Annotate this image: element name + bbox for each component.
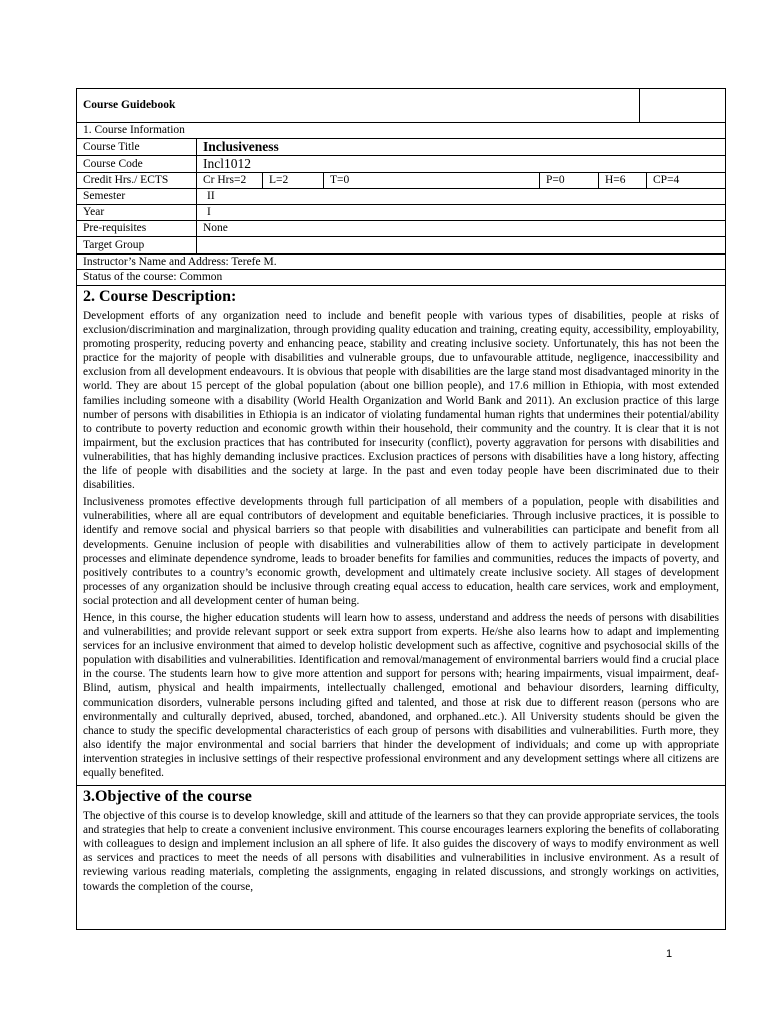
title-blank-cell: [639, 89, 726, 122]
prerequisites-value: None: [196, 221, 725, 236]
guidebook-title: Course Guidebook: [83, 99, 176, 111]
course-objective-heading: 3.Objective of the course: [83, 788, 252, 806]
lecture-hours-value: L=2: [262, 173, 323, 188]
instructor-row: [77, 254, 725, 270]
course-title-value: Inclusiveness: [196, 139, 725, 155]
course-title-label: Course Title: [83, 141, 140, 153]
credit-label: Credit Hrs./ ECTS: [83, 174, 169, 186]
target-group-label: Target Group: [83, 239, 145, 251]
prerequisites-row: [77, 221, 725, 237]
course-objective-section: [77, 786, 725, 894]
instructor-info: Instructor’s Name and Address: Terefe M.: [83, 256, 277, 268]
course-code-row: [77, 156, 725, 173]
course-status-row: [77, 270, 725, 286]
year-label: Year: [83, 206, 105, 218]
home-study-hours-value: H=6: [598, 173, 646, 188]
course-description-heading: 2. Course Description:: [83, 288, 237, 305]
course-guidebook-table: [76, 88, 726, 930]
course-status: Status of the course: Common: [83, 271, 223, 283]
course-title-row: [77, 139, 725, 156]
year-value: I: [196, 205, 725, 220]
year-row: [77, 205, 725, 221]
course-information-label: 1. Course Information: [83, 124, 185, 136]
semester-label: Semester: [83, 190, 126, 202]
target-group-value: [196, 237, 725, 253]
title-row: [77, 89, 725, 123]
description-paragraph-2: Inclusiveness promotes effective developments through full participation of all members of a population, people with disabilities and vulnerabilities, where all are equal contributors of development and equitable beneficiaries. Through inclusive practices, it is possible to identify and remove social and physical barriers so that people with disabilities and vulnerabilities can participate and benefit from all developments. Genuine inclusion of people with disabilities and vulnerabilities allow of them to actively participate in development processes and eliminate dependence syndrome, leads to broader benefits for families and communities, reduces the impacts of poverty, and positively contributes to a country’s economic growth, development and ultimately create inclusive society. All stages of development processes of any organization should be inclusive through creating equal access to education, health care services, work and employment, social protection and all development center of human being.: [83, 496, 719, 607]
cr-hrs-value: Cr Hrs=2: [196, 173, 262, 188]
course-description-section: [77, 286, 725, 786]
description-paragraph-3: Hence, in this course, the higher education students will learn how to assess, understand and address the needs of persons with disabilities and vulnerabilities; and provide relevant support or seek extra support from experts. He/she also learns how to adapt and implementing services for an inclusive environment that aimed to develop holistic development such as affective, cognitive and psychosocial skills of the population with disabilities and vulnerabilities. Identification and removal/management of environmental barriers would find a crucial place in the course. The students learn how to give more attention and support for persons with; hearing impairments, visual impairment, deaf-Blind, autism, physical and health impairments, intellectually challenged, emotional and behaviour disorders, learning difficulty, communication disorders, vulnerable persons including gifted and talented, and those at risk due to different reason (persons who are environmentally and culturally deprived, abused, torched, abandoned, and orphaned..etc.). All University students should be given the chance to study the specific developmental characteristics of each group of persons with disabilities and vulnerabilities. Furth more, they also identify the major environmental and social barriers that hinder the development of individuals; and come up with appropriate intervention strategies in inclusive settings of their respective professional environment and any development settings where all citizens are equally benefited.: [83, 611, 719, 779]
practical-hours-value: P=0: [539, 173, 598, 188]
course-information-row: [77, 123, 725, 139]
semester-value: II: [196, 189, 725, 204]
target-group-row: [77, 237, 725, 254]
objective-paragraph-1: The objective of this course is to develop knowledge, skill and attitude of the learners so that they can provide appropriate services, the tools and strategies that help to create a convenient inclusive environment. This course encourages learners exploring the benefits of collaborating with colleagues to design and implement inclusion an all sphere of life. It also guides the discovery of ways to modify environment as well as services and practices to meet the needs of all persons with disabilities and vulnerabilities in inclusive environment. As a result of reviewing various reading materials, completing the assignments, engaging in related discussions, and strongly workings on activities, towards the completion of the course,: [83, 810, 719, 893]
course-code-value: Incl1012: [196, 156, 725, 172]
credit-points-value: CP=4: [646, 173, 725, 188]
description-paragraph-1: Development efforts of any organization need to include and benefit people with various types of disabilities, people at risks of exclusion/discrimination and marginalization, through providing quality education and training, creating equity, accessibility, employability, promoting prosperity, reducing poverty and enhancing peace, stability and creating inclusive society. Unfortunately, this has not been the practice for the majority of people with disabilities and vulnerable groups, due to unfavourable attitude, negligence, inaccessibility and exclusion from all development endeavours. It is obvious that people with disabilities are the large stand most disadvantaged minority in the world. They are about 15 percept of the global population (about one billion people), and 17.6 million in Ethiopia, with most extended families including someone with a disability (World Health Organization and World Bank and 2011). An exclusion practice of this large number of persons with disabilities in Ethiopia is an indicator of violating fundamental human rights that undermines their potential/ability to contribute to poverty reduction and economic growth within their household, their community and the country. It is clear that it is not impairment, but the exclusion practices that has contributed for insecurity (conflict), poverty aggravation for persons with disabilities and vulnerabilities, that has highly demanding inclusive practices. Exclusion practices of persons with disabilities have a long history, affecting the life of people with disabilities and the society at large. In the past and even today people have been discriminated due to their disabilities.: [83, 310, 719, 492]
prerequisites-label: Pre-requisites: [83, 222, 147, 234]
credit-row: [77, 173, 725, 189]
tutorial-hours-value: T=0: [323, 173, 539, 188]
page-number: 1: [666, 948, 673, 960]
semester-row: [77, 189, 725, 205]
course-code-label: Course Code: [83, 158, 143, 170]
